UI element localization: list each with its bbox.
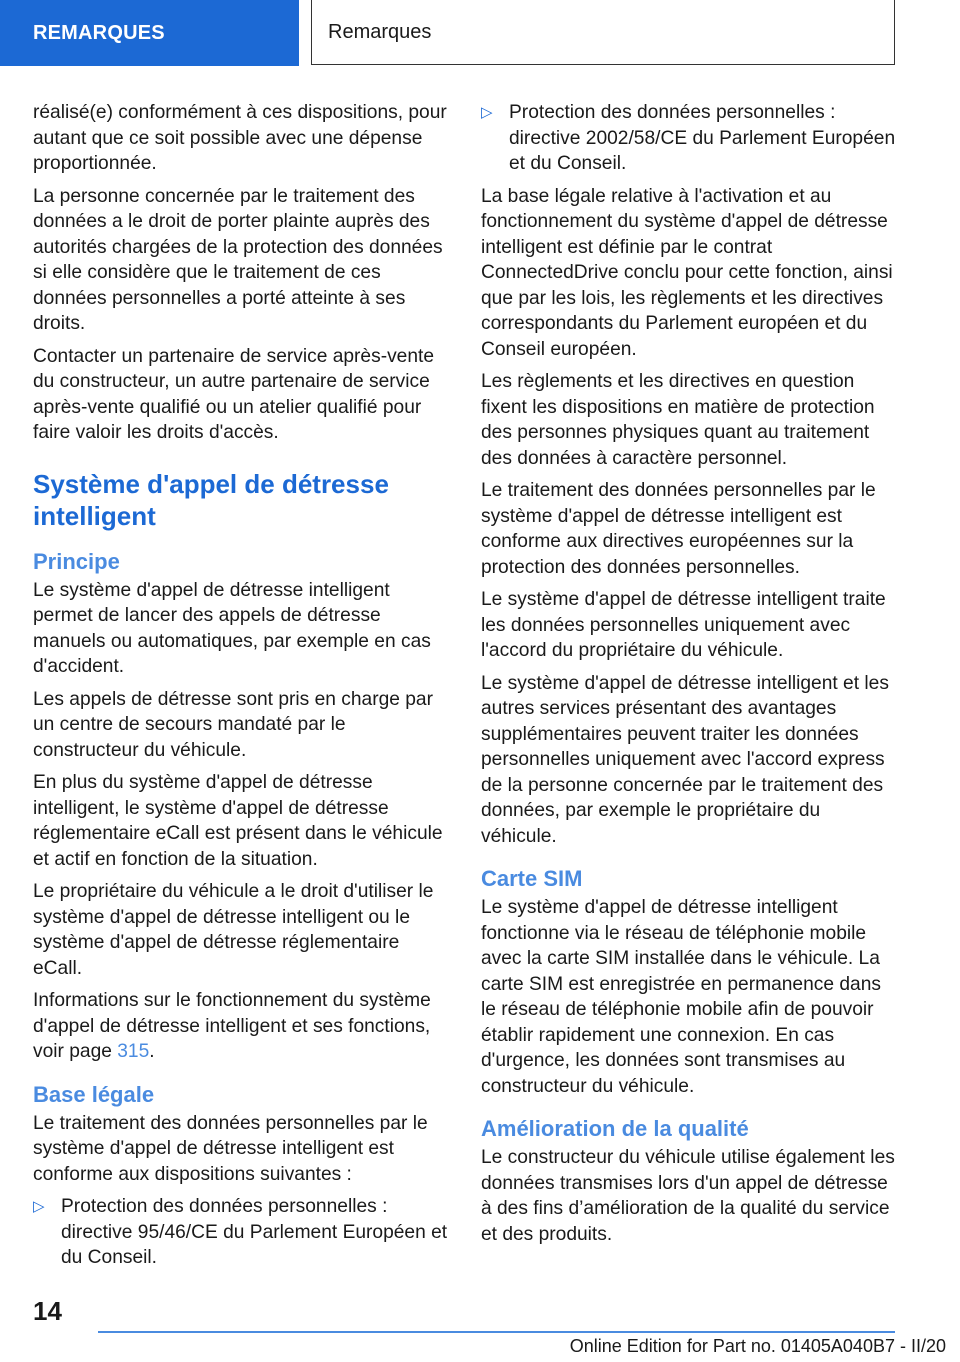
- page-number: 14: [33, 1296, 62, 1326]
- section-heading: Système d'appel de détresse intelligent: [33, 468, 389, 531]
- paragraph: Le système d'appel de détresse intelligent traite les données personnelles uniquement avec l'accord du propriétaire du véhicule.: [481, 589, 886, 661]
- footer-divider: [98, 1331, 895, 1333]
- triangle-bullet-icon: ▷: [481, 104, 493, 121]
- page-link[interactable]: 315: [117, 1041, 150, 1062]
- paragraph: La personne concernée par le traitement des données a le droit de porter plainte auprès des autorités chargées de la protection des données si elle considère que le traitement de ces données personnelles a porté atteinte à ses droits.: [33, 185, 443, 334]
- paragraph-text: Informations sur le fonctionnement du système d'appel de détresse intelligent et ses fonctions, voir page: [33, 990, 431, 1062]
- paragraph: En plus du système d'appel de détresse intelligent, le système d'appel de détresse réglementaire eCall est présent dans le véhicule et actif en fonction de la situation.: [33, 772, 443, 870]
- edition-footer: Online Edition for Part no. 01405A040B7 - II/20: [569, 1336, 946, 1356]
- list-item: [481, 100, 896, 177]
- subsection-heading-principe: Principe: [33, 548, 120, 574]
- subsection-heading-qualite: Amélioration de la qualité: [481, 1116, 749, 1141]
- paragraph: Contacter un partenaire de service après-vente du constructeur, un autre partenaire de service après-vente qualifié ou un atelier qualifié pour faire valoir les droits d'accès.: [33, 345, 435, 443]
- paragraph-end: .: [149, 1041, 155, 1062]
- paragraph: Le traitement des données personnelles par le système d'appel de détresse intelligent est conforme aux dispositions suivantes :: [33, 1112, 428, 1185]
- paragraph: Le système d'appel de détresse intelligent fonctionne via le réseau de téléphonie mobile avec la carte SIM installée dans le véhicule. La carte SIM est enregistrée en permanence dans le réseau de téléphonie mobile afin de pouvoir établir rapidement une connexion. En cas d'urgence, les données sont transmises au constructeur du véhicule.: [481, 897, 881, 1097]
- paragraph: Le système d'appel de détresse intelligent et les autres services présentant des avantages supplémentaires peuvent traiter les données personnelles uniquement avec l'accord express de la personne concernée par le traitement des données, par exemple le propriétaire du véhicule.: [481, 672, 889, 847]
- paragraph: Les règlements et les directives en question fixent les dispositions en matière de protection des personnes physiques quant au traitement des données à caractère personnel.: [481, 371, 875, 469]
- page-header-title: Remarques: [328, 20, 432, 43]
- right-column: [481, 100, 896, 1254]
- paragraph: Le système d'appel de détresse intelligent permet de lancer des appels de détresse manuels ou automatiques, par exemple en cas d'accident.: [33, 579, 431, 677]
- list-item-text: Protection des données personnelles : directive 2002/58/CE du Parlement Européen et du Conseil.: [509, 102, 896, 174]
- page-header: [311, 0, 895, 65]
- paragraph: La base légale relative à l'activation et au fonctionnement du système d'appel de détresse intelligent est définie par le contrat ConnectedDrive conclu pour cette fonction, ainsi que par les lois, les règlements et les directives correspondants du Parlement européen et du Conseil européen.: [481, 185, 893, 360]
- paragraph: réalisé(e) conformément à ces dispositions, pour autant que ce soit possible avec une dépense proportionnée.: [33, 102, 447, 174]
- subsection-heading-base-legale: Base légale: [33, 1081, 155, 1107]
- paragraph: Le constructeur du véhicule utilise également les données transmises lors d'un appel de détresse à des fins d’amélioration de la qualité du service et des produits.: [481, 1147, 895, 1245]
- left-column: [33, 100, 448, 1278]
- subsection-heading-carte-sim: Carte SIM: [481, 866, 583, 891]
- list-item: [33, 1194, 448, 1271]
- paragraph: Le propriétaire du véhicule a le droit d'utiliser le système d'appel de détresse intelligent ou le système d'appel de détresse réglementaire eCall.: [33, 881, 434, 979]
- section-tab-label: REMARQUES: [33, 21, 165, 44]
- paragraph: [33, 988, 448, 1065]
- paragraph: Le traitement des données personnelles par le système d'appel de détresse intelligent est conforme aux directives européennes sur la protection des données personnelles.: [481, 480, 876, 578]
- triangle-bullet-icon: ▷: [33, 1198, 45, 1215]
- list-item-text: Protection des données personnelles : directive 95/46/CE du Parlement Européen et du Conseil.: [61, 1196, 448, 1268]
- paragraph: Les appels de détresse sont pris en charge par un centre de secours mandaté par le constructeur du véhicule.: [33, 688, 433, 761]
- section-tab: [0, 0, 299, 66]
